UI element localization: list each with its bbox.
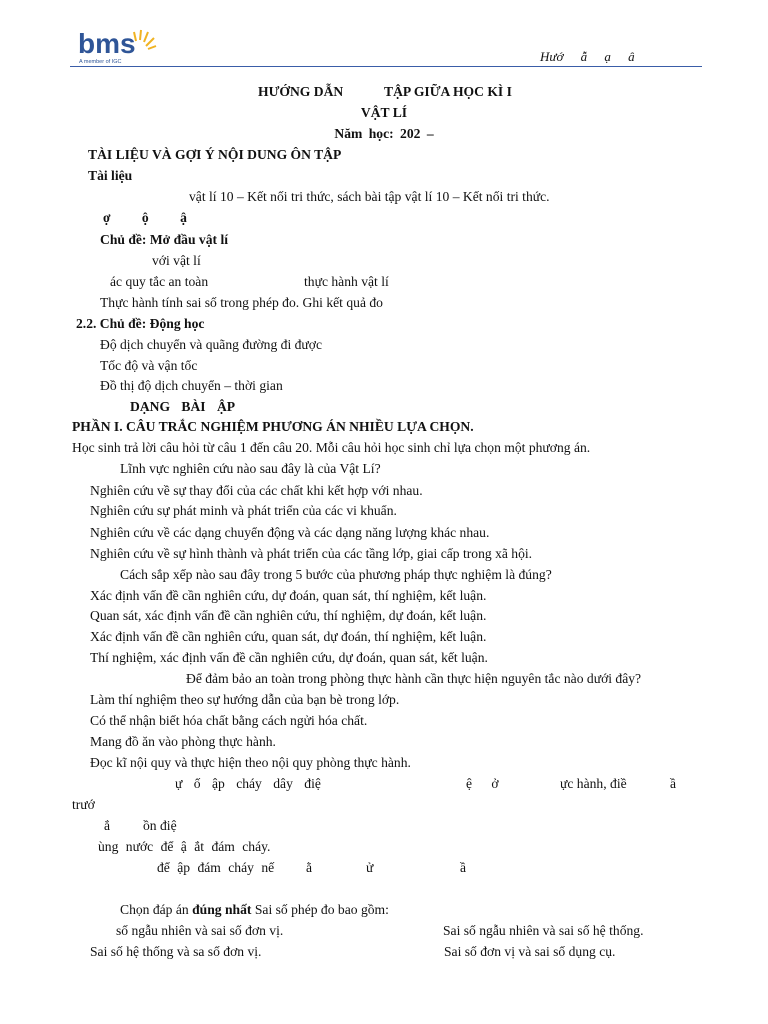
question-2: Cách sắp xếp nào sau đây trong 5 bước của phương pháp thực nghiệm là đúng?: [120, 567, 552, 582]
topic2-item3: Đồ thị độ dịch chuyển – thời gian: [100, 378, 283, 393]
topic1-item2a: ác quy tắc an toàn: [110, 274, 209, 289]
q5-option: Sai số đơn vị và sai số dụng cụ.: [444, 944, 616, 959]
header-right-text: Hướ ẫ ạ â: [540, 49, 635, 64]
q3-option: Đọc kĩ nội quy và thực hiện theo nội quy phòng thực hành.: [90, 755, 411, 770]
question-4-fragment-4: ầ: [670, 776, 677, 791]
question-4-fragment-1: ự ố ập cháy dây điệ: [175, 776, 321, 791]
q3-option: Mang đồ ăn vào phòng thực hành.: [90, 734, 276, 749]
section1-heading: TÀI LIỆU VÀ GỢI Ý NỘI DUNG ÔN TẬP: [88, 147, 342, 162]
topic1-heading: Chủ đề: Mở đầu vật lí: [100, 232, 228, 247]
q5-emphasis: đúng nhất: [192, 902, 252, 917]
topic1-item2b: thực hành vật lí: [304, 274, 389, 289]
section2-heading: DẠNG BÀI ẬP: [130, 399, 236, 414]
q2-option: Xác định vấn đề cần nghiên cứu, quan sát, dự đoán, thí nghiệm, kết luận.: [90, 629, 487, 644]
q4-option-3d: ầ: [460, 860, 467, 875]
q2-option: Thí nghiệm, xác định vấn đề cần nghiên cứu, dự đoán, quan sát, kết luận.: [90, 650, 488, 665]
topic1-item1: với vật lí: [152, 253, 201, 268]
q5-option: Sai số hệ thống và sa số đơn vị.: [90, 944, 262, 959]
q4-option-3a: để ập đám cháy nế: [157, 860, 275, 875]
q1-option: Nghiên cứu về các dạng chuyển động và các dạng năng lượng khác nhau.: [90, 525, 490, 540]
bms-logo-graphic: [78, 26, 168, 66]
sun-icon: [134, 30, 156, 49]
part1-instruction: Học sinh trả lời câu hỏi từ câu 1 đến câu 20. Mỗi câu hỏi học sinh chỉ lựa chọn một phương án.: [72, 440, 591, 455]
topic2-heading: 2.2. Chủ đề: Động học: [76, 316, 205, 331]
title-line1-b: TẬP GIỮA HỌC KÌ I: [384, 84, 512, 99]
q1-option: Nghiên cứu sự phát minh và phát triển của các vi khuẩn.: [90, 503, 397, 518]
q3-option: Làm thí nghiệm theo sự hướng dẫn của bạn bè trong lớp.: [90, 692, 400, 707]
question-3: Để đảm bảo an toàn trong phòng thực hành cần thực hiện nguyên tắc nào dưới đây?: [186, 671, 642, 686]
question-4-fragment-2: ệ ở: [466, 776, 499, 791]
header-divider: [70, 66, 702, 67]
logo-subtext: A member of IGC: [79, 59, 122, 65]
q5-option: Sai số ngẫu nhiên và sai số hệ thống.: [443, 923, 644, 938]
bms-logo: [78, 26, 168, 66]
topic1-item3: Thực hành tính sai số trong phép đo. Ghi kết quả đo: [100, 295, 383, 310]
q1-option: Nghiên cứu về sự thay đổi của các chất khi kết hợp với nhau.: [90, 483, 423, 498]
q2-option: Quan sát, xác định vấn đề cần nghiên cứu, thí nghiệm, dự đoán, kết luận.: [90, 608, 487, 623]
q4-option-1a: ắ: [104, 818, 111, 833]
question-5: [120, 901, 389, 919]
topic2-item1: Độ dịch chuyển và quãng đường đi được: [100, 337, 323, 352]
section1-sub-materials: Tài liệu: [88, 168, 133, 183]
q5-lead: Chọn đáp án: [120, 902, 189, 917]
q4-option-1b: ồn điệ: [143, 818, 177, 833]
title-line1-a: HƯỚNG DẪN: [258, 84, 344, 99]
title-school-year: Năm học: 202 –: [334, 126, 434, 141]
question-4-fragment-3: ực hành, điề: [560, 776, 627, 791]
topic2-item2: Tốc độ và vận tốc: [100, 358, 198, 373]
q5-rest: Sai số phép đo bao gồm:: [254, 902, 389, 917]
question-1: Lĩnh vực nghiên cứu nào sau đây là của Vật Lí?: [120, 461, 381, 476]
q4-option-2: ùng nước để ậ ắt đám cháy.: [98, 839, 271, 854]
content-hint-partial: ợ ộ ậ: [103, 210, 187, 225]
part1-heading: PHẦN I. CÂU TRẮC NGHIỆM PHƯƠNG ÁN NHIỀU LỰA CHỌN.: [72, 419, 474, 434]
q3-option: Có thể nhận biết hóa chất bằng cách ngửi hóa chất.: [90, 713, 368, 728]
title-subject: VẬT LÍ: [360, 105, 408, 120]
q5-option: số ngẫu nhiên và sai số đơn vị.: [116, 923, 284, 938]
q2-option: Xác định vấn đề cần nghiên cứu, dự đoán, quan sát, thí nghiệm, kết luận.: [90, 588, 487, 603]
logo-text: bms: [78, 28, 136, 59]
question-4-line2: trướ: [72, 797, 95, 812]
materials-books: vật lí 10 – Kết nối tri thức, sách bài tập vật lí 10 – Kết nối tri thức.: [189, 189, 550, 204]
q4-option-3b: ằ: [306, 860, 313, 875]
q1-option: Nghiên cứu về sự hình thành và phát triển của các tầng lớp, giai cấp trong xã hội.: [90, 546, 533, 561]
q4-option-3c: ử: [366, 860, 374, 875]
